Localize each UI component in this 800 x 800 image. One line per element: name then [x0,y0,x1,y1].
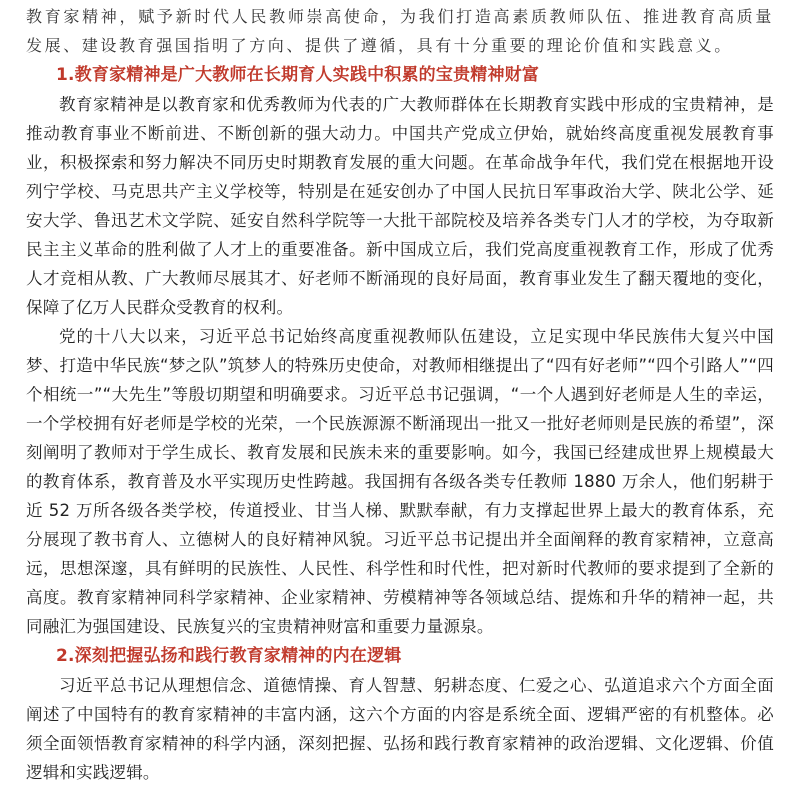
section-1-paragraph-2: 党的十八大以来，习近平总书记始终高度重视教师队伍建设，立足实现中华民族伟大复兴中国梦、打造中华民族“梦之队”筑梦人的特殊历史使命，对教师相继提出了“四有好老师”“四个引路人”“四个相统一”“大先生”等殷切期望和明确要求。习近平总书记强调，“一个人遇到好老师是人生的幸运，一个学校拥有好老师是学校的光荣，一个民族源源不断涌现出一批又一批好老师则是民族的希望”，深刻阐明了教师对于学生成长、教育发展和民族未来的重要影响。如今，我国已经建成世界上规模最大的教育体系，教育普及水平实现历史性跨越。我国拥有各级各类专任教师 1880 万余人，他们躬耕于近 52 万所各级各类学校，传道授业、甘当人梯、默默奉献，有力支撑起世界上最大的教育体系，充分展现了教书育人、立德树人的良好精神风貌。习近平总书记提出并全面阐释的教育家精神，立意高远，思想深邃，具有鲜明的民族性、人民性、科学性和时代性，把对新时代教师的要求提到了全新的高度。教育家精神同科学家精神、企业家精神、劳模精神等各领域总结、提炼和升华的精神一起，共同融汇为强国建设、民族复兴的宝贵精神财富和重要力量源泉。 [26,327,774,636]
section-1-heading: 1.教育家精神是广大教师在长期育人实践中积累的宝贵精神财富 [56,65,540,85]
section-2-paragraph-1: 习近平总书记从理想信念、道德情操、育人智慧、躬耕态度、仁爱之心、弘道追求六个方面全面阐述了中国特有的教育家精神的丰富内涵，这六个方面的内容是系统全面、逻辑严密的有机整体。必须全面领悟教育家精神的科学内涵，深刻把握、弘扬和践行教育家精神的政治逻辑、文化逻辑、价值逻辑和实践逻辑。 [26,676,774,782]
intro-paragraph: 教育家精神，赋予新时代人民教师崇高使命，为我们打造高素质教师队伍、推进教育高质量发展、建设教育强国指明了方向、提供了遵循，具有十分重要的理论价值和实践意义。 [26,7,774,55]
section-1-paragraph-1: 教育家精神是以教育家和优秀教师为代表的广大教师群体在长期教育实践中形成的宝贵精神，是推动教育事业不断前进、不断创新的强大动力。中国共产党成立伊始，就始终高度重视发展教育事业，积极探索和努力解决不同历史时期教育发展的重大问题。在革命战争年代，我们党在根据地开设列宁学校、马克思共产主义学校等，特别是在延安创办了中国人民抗日军事政治大学、陕北公学、延安大学、鲁迅艺术文学院、延安自然科学院等一大批干部院校及培养各类专门人才的学校，为夺取新民主主义革命的胜利做了人才上的重要准备。新中国成立后，我们党高度重视教育工作，形成了优秀人才竞相从教、广大教师尽展其才、好老师不断涌现的良好局面，教育事业发生了翻天覆地的变化，保障了亿万人民群众受教育的权利。 [26,95,774,317]
section-2-heading: 2.深刻把握弘扬和践行教育家精神的内在逻辑 [56,646,402,666]
